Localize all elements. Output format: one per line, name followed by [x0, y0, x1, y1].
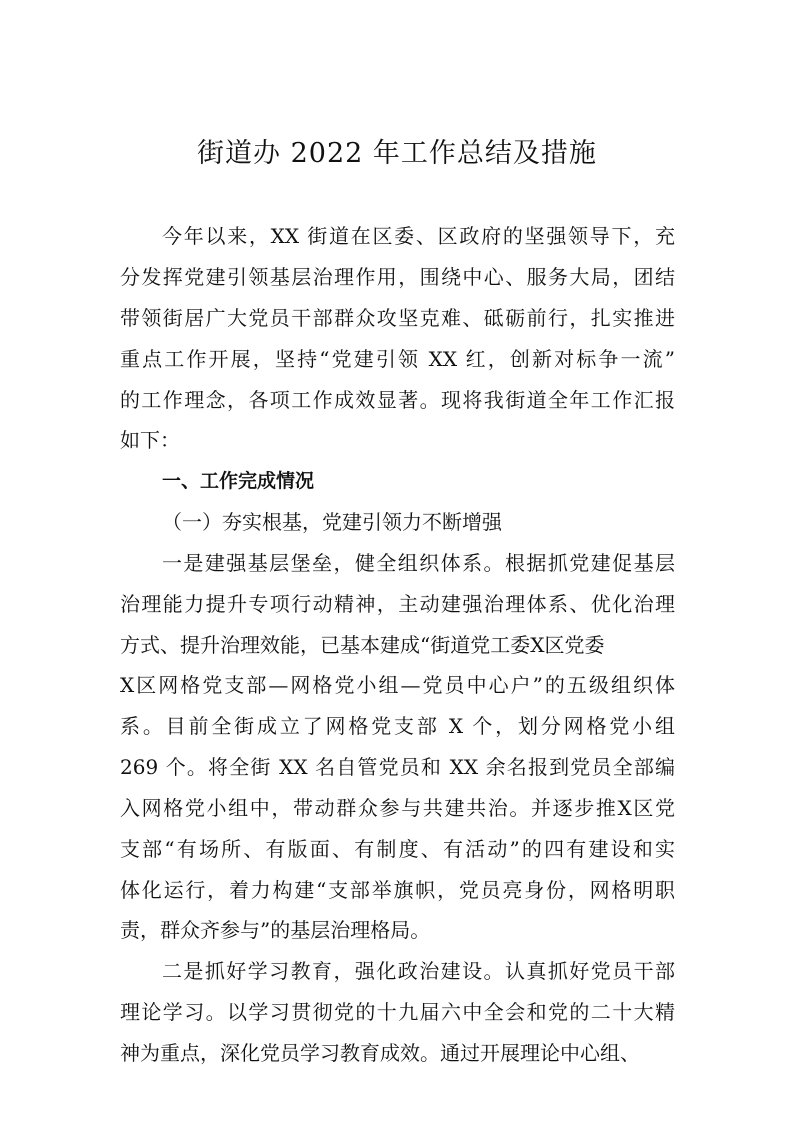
paragraph-line: 入网格党小组中，带动群众参与共建共治。并逐步推X区党 [120, 796, 675, 820]
paragraph-line: 二是抓好学习教育，强化政治建设。认真抓好党员干部 [162, 959, 675, 983]
paragraph-line: 重点工作开展，坚持“党建引领 XX 红，创新对标争一流” [120, 347, 675, 371]
paragraph-line: 支部“有场所、有版面、有制度、有活动”的四有建设和实 [120, 837, 675, 861]
paragraph-line: 神为重点，深化党员学习教育成效。通过开展理论中心组、 [120, 1041, 640, 1065]
paragraph-line: 治理能力提升专项行动精神，主动建强治理体系、优化治理 [120, 592, 675, 616]
paragraph-line: 理论学习。以学习贯彻党的十九届六中全会和党的二十大精 [120, 1000, 675, 1024]
paragraph-line: 269 个。将全街 XX 名自管党员和 XX 余名报到党员全部编 [120, 755, 675, 779]
paragraph-line: 带领街居广大党员干部群众攻坚克难、砥砺前行，扎实推进 [120, 306, 675, 330]
paragraph-line: 责，群众齐参与”的基层治理格局。 [120, 918, 431, 942]
paragraph-line: 分发挥党建引领基层治理作用，围绕中心、服务大局，团结 [120, 265, 675, 289]
document-title: 街道办 2022 年工作总结及措施 [197, 138, 597, 169]
paragraph-line: 今年以来，XX 街道在区委、区政府的坚强领导下，充 [162, 224, 675, 248]
paragraph-line: 的工作理念，各项工作成效显著。现将我街道全年工作汇报 [120, 388, 675, 412]
paragraph-line: X区网格党支部—网格党小组—党员中心户”的五级组织体 [120, 673, 675, 697]
paragraph-line: 系。目前全街成立了网格党支部 X 个，划分网格党小组 [120, 714, 675, 738]
paragraph-line: 如下： [120, 428, 180, 452]
section-heading: 一、工作完成情况 [162, 470, 315, 492]
subsection-heading: （一）夯实根基，党建引领力不断增强 [162, 510, 502, 534]
paragraph-line: 一是建强基层堡垒，健全组织体系。根据抓党建促基层 [162, 551, 675, 575]
paragraph-line: 体化运行，着力构建“支部举旗帜，党员亮身份，网格明职 [120, 878, 675, 902]
paragraph-line: 方式、提升治理效能，已基本建成“街道党工委X区党委 [120, 633, 605, 657]
